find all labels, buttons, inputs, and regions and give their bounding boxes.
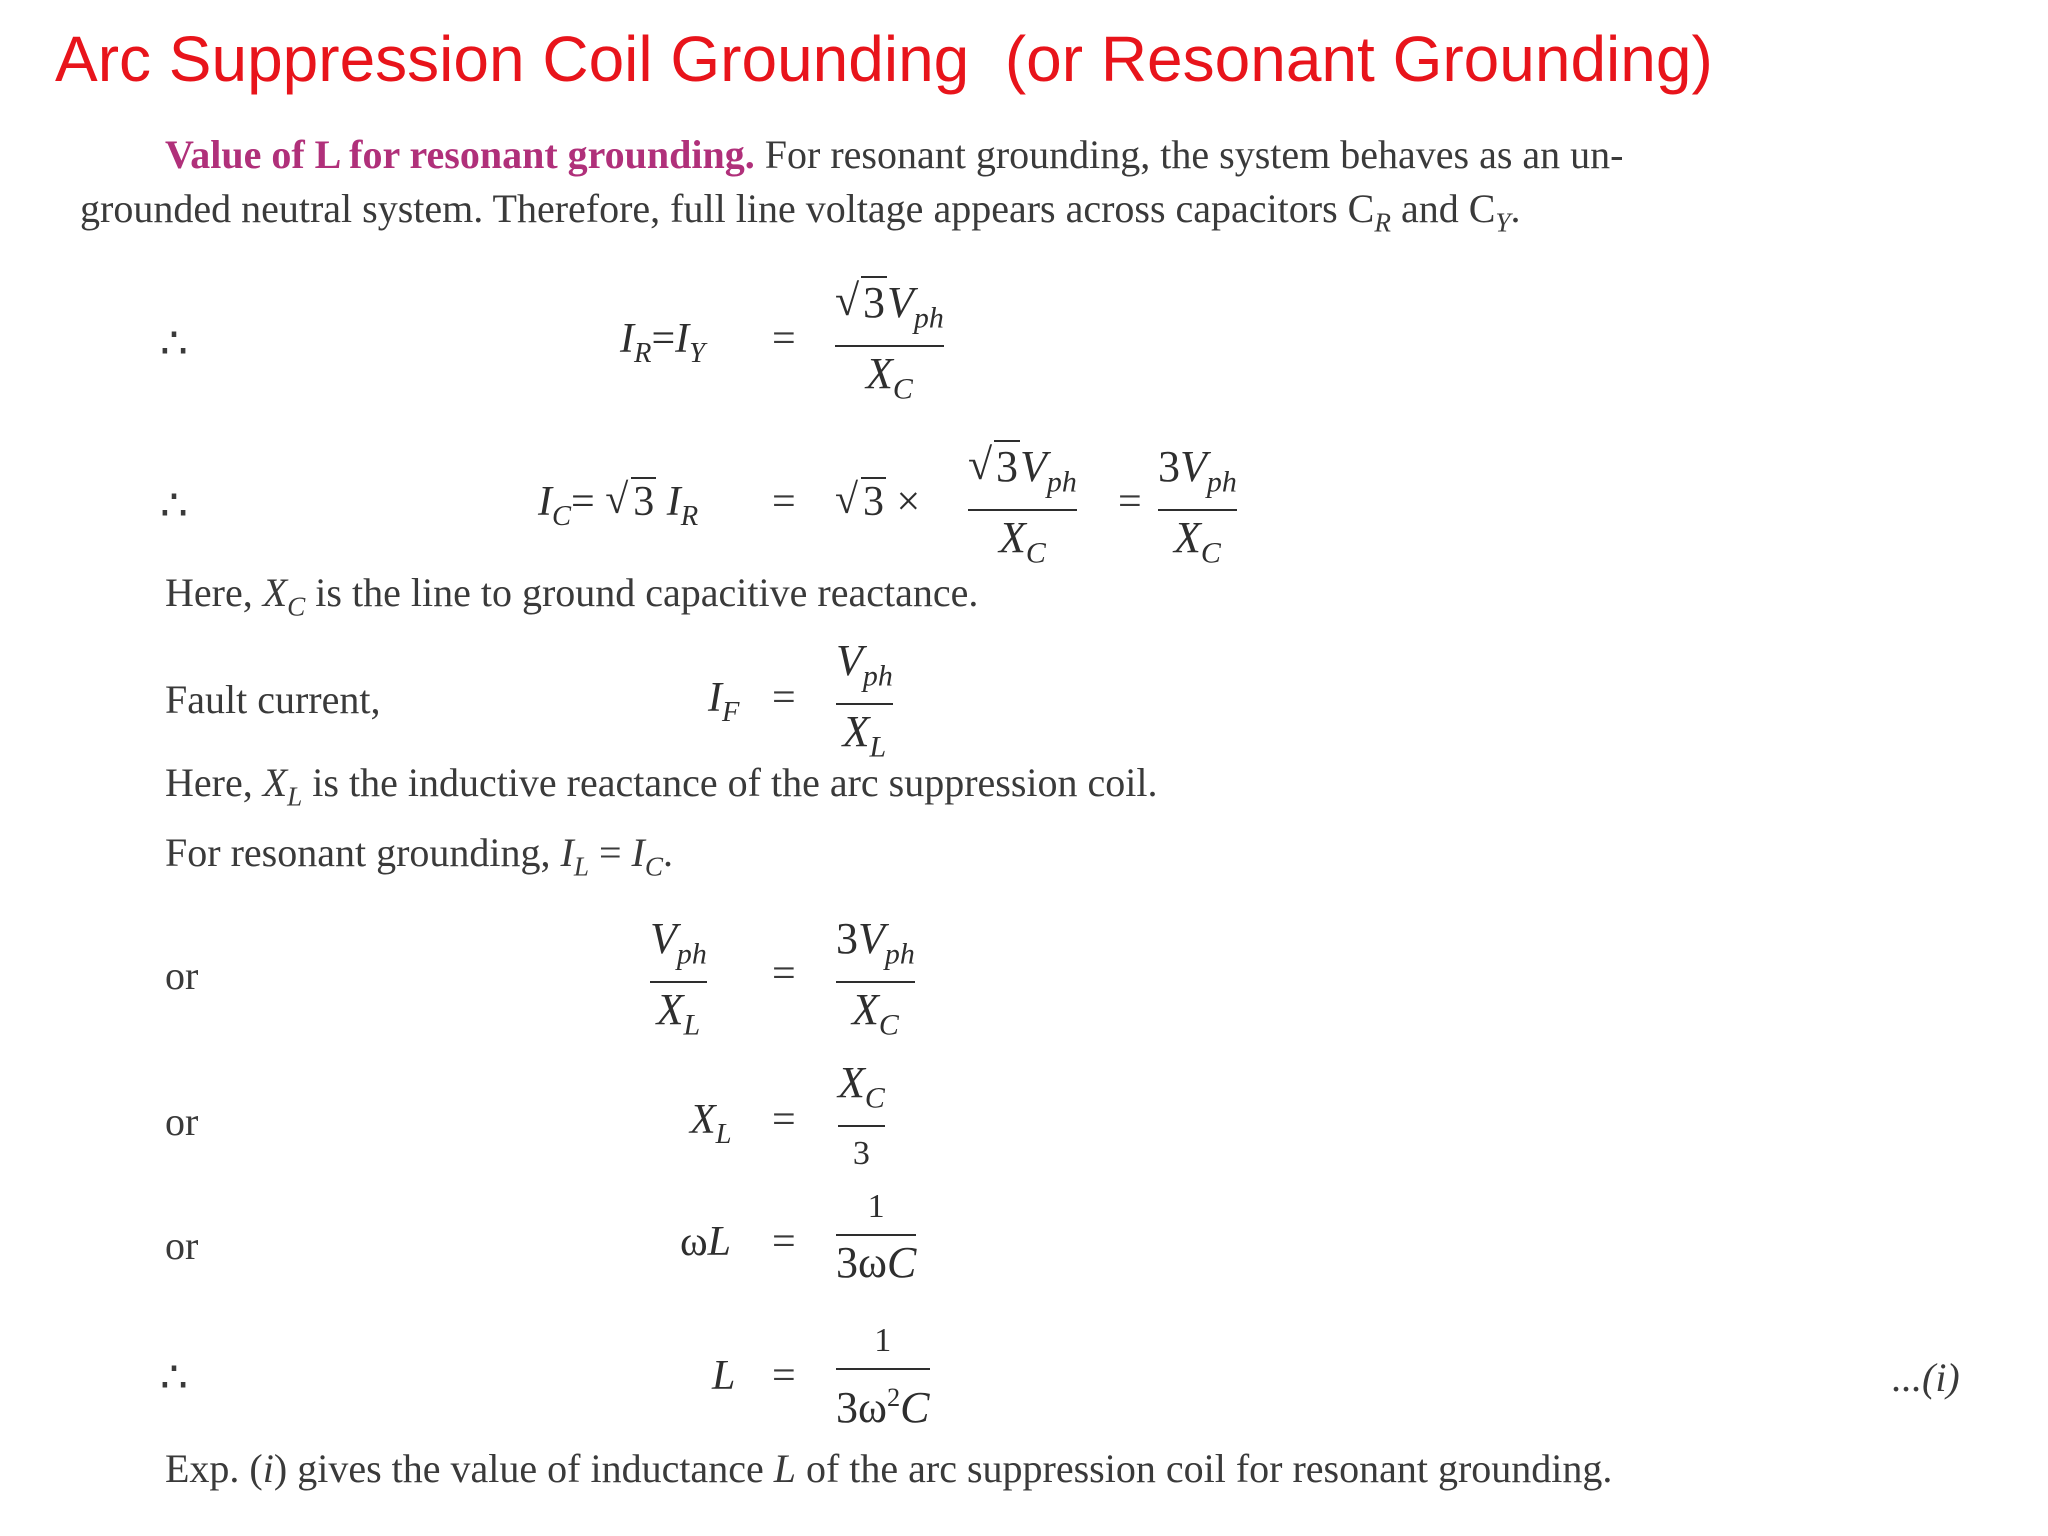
eq2-equals-2: = [1118, 479, 1142, 525]
eq4-fraction-right: $3V_{ph}$ $X_C$ [836, 914, 915, 1042]
intro-end: . [1510, 186, 1521, 231]
eq3-equals: = [772, 675, 796, 721]
eq5-fraction: $X_C$ 3 [838, 1058, 885, 1173]
conclusion-text: Exp. (i) gives the value of inductance L of the arc suppression coil for resonant grounding. [165, 1446, 1613, 1491]
or-label-3: or [165, 1223, 199, 1268]
eq2-fraction-2: $3V_{ph}$ $X_C$ [1158, 442, 1237, 570]
eq3-lhs: $I_F$ [708, 675, 740, 728]
eq2-sqrt3-times: √ 3 × [835, 478, 920, 526]
xl-description: Here, $X_L$ is the inductive reactance of the arc suppression coil. [165, 760, 1158, 812]
eq1-lhs: $I_R=I_Y$ [620, 316, 706, 369]
or-label-2: or [165, 1099, 199, 1144]
eq4-equals: = [772, 951, 796, 997]
intro-text-2: grounded neutral system. Therefore, full line voltage appears across capacitors C [80, 186, 1375, 231]
intro-sub-r: R [1374, 207, 1391, 238]
eq6-equals: = [772, 1219, 796, 1265]
eq2-lhs: $I_C=$ √ 3 $I_R$ [538, 478, 698, 533]
eq1-fraction: √ $3V_{ph}$ $X_C$ [835, 276, 944, 417]
intro-text-1: For resonant grounding, the system behaves as an un- [754, 132, 1624, 177]
page-title: Arc Suppression Coil Grounding (or Resonant Grounding) [55, 23, 1713, 95]
eq6-fraction: 1 3ωC [836, 1188, 917, 1287]
xc-description: Here, $X_C$ is the line to ground capacitive reactance. [165, 570, 979, 622]
eq5-lhs: $X_L$ [690, 1097, 732, 1150]
eq2-equals-1: = [772, 479, 796, 525]
intro-lead: Value of L for resonant grounding. [165, 132, 755, 177]
eq2-fraction-1: √ $3V_{ph}$ $X_C$ [968, 440, 1077, 581]
therefore-symbol-1: ∴ [160, 319, 188, 368]
therefore-symbol-2: ∴ [160, 481, 188, 530]
eq5-equals: = [772, 1097, 796, 1143]
intro-and: and C [1390, 186, 1496, 231]
intro-sub-y: Y [1495, 207, 1511, 238]
eq1-equals: = [772, 316, 796, 362]
fault-current-label: Fault current, [165, 677, 381, 722]
eq7-lhs: L [712, 1353, 736, 1399]
resonant-condition: For resonant grounding, $I_L = I_C$. [165, 830, 673, 882]
eq6-lhs: ωL [680, 1219, 732, 1265]
intro-paragraph [80, 128, 1980, 250]
eq4-fraction-left: $V_{ph}$ $X_L$ [650, 914, 707, 1042]
therefore-symbol-3: ∴ [160, 1353, 188, 1402]
eq3-fraction: $V_{ph}$ $X_L$ [836, 636, 893, 764]
equation-reference: ...(i) [1892, 1355, 1960, 1400]
eq7-equals: = [772, 1353, 796, 1399]
eq7-fraction: 1 $3\omega^2C$ [836, 1322, 930, 1432]
or-label-1: or [165, 953, 199, 998]
